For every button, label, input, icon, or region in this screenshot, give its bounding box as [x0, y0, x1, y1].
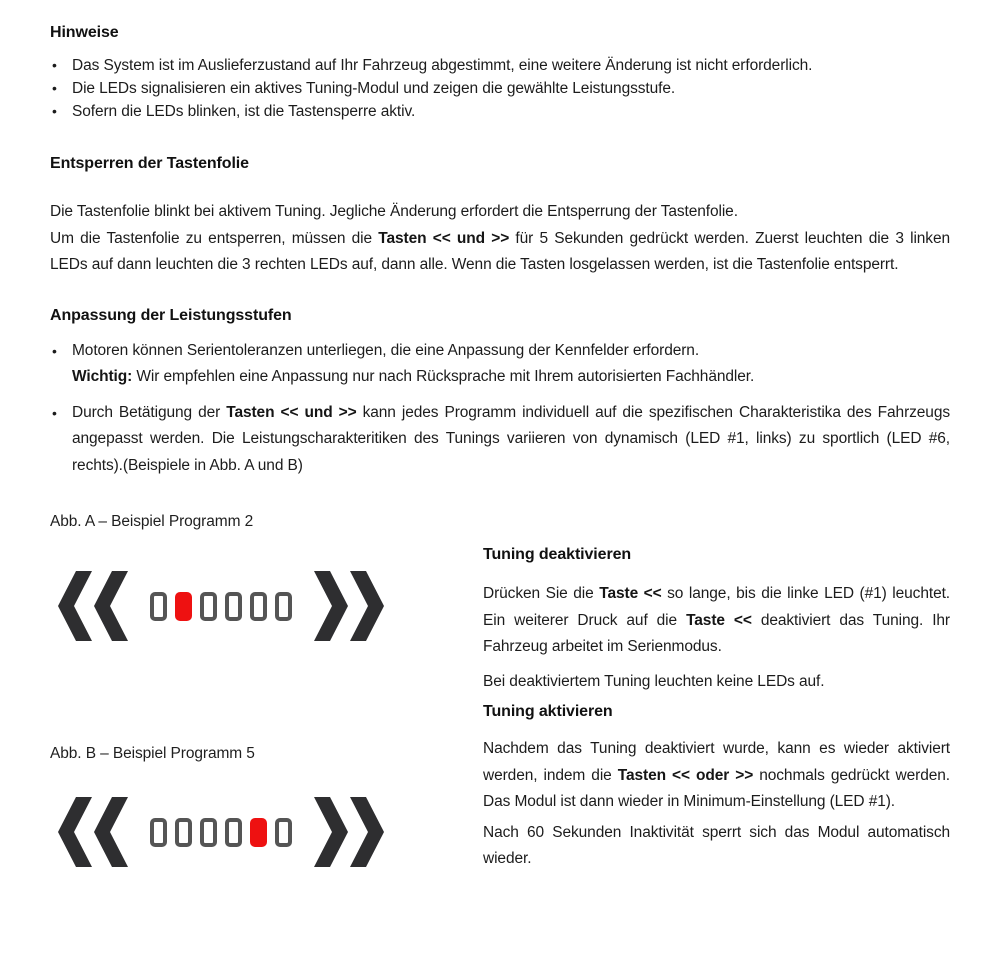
keys-bold-run: Taste <<	[686, 611, 752, 629]
figure-a-caption: Abb. A – Beispiel Programm 2	[50, 513, 254, 530]
tuning-aktivieren-paragraph-2: Nach 60 Sekunden Inaktivität sperrt sich das Modul automatisch wieder.	[483, 823, 950, 867]
tuning-aktivieren-paragraph-1	[483, 736, 950, 816]
led-on	[175, 592, 192, 621]
text-run: nochmals gedrückt werden. Das Modul ist dann wieder in Minimum-Einstellung (LED #1).	[483, 766, 951, 810]
text-run: für 5 Sekunden gedrückt werden. Zuerst leuchten die 3 linken LEDs auf dann leuchten die 3 rechten LEDs auf, dann alle. Wenn die Tasten losgelassen werden, ist die Tastenfolie entsperrt.	[50, 229, 950, 273]
led-display-figure-b	[58, 796, 384, 868]
led-display-figure-a	[58, 570, 384, 642]
entsperren-paragraph-2	[50, 226, 950, 279]
anpassung-bullet-2	[50, 400, 950, 480]
hinweise-bullet-1: • Das System ist im Auslieferzustand auf Ihr Fahrzeug abgestimmt, eine weitere Änderung ist nicht erforderlich.	[50, 54, 950, 77]
section-anpassung	[50, 307, 950, 480]
led-off	[225, 592, 242, 621]
text-run: deaktiviert das Tuning. Ihr Fahrzeug arbeitet im Serienmodus.	[483, 611, 950, 655]
tuning-text-column	[483, 546, 950, 873]
anpassung-bullet-1	[50, 338, 950, 391]
tuning-deaktivieren-title: Tuning deaktivieren	[483, 546, 632, 563]
tuning-deaktivieren-paragraph-1	[483, 581, 950, 661]
hinweise-bullet-2: • Die LEDs signalisieren ein aktives Tuning-Modul und zeigen die gewählte Leistungsstufe.	[50, 77, 950, 100]
anpassung-bullet-1-line-1: • Motoren können Serientoleranzen unterliegen, die eine Anpassung der Kennfelder erfordern.	[72, 341, 700, 359]
text-run: Um die Tastenfolie zu entsperren, müssen die	[50, 229, 379, 247]
entsperren-title: Entsperren der Tastenfolie	[50, 155, 249, 172]
text-run: kann jedes Programm individuell auf die spezifischen Charakteristika des Fahrzeugs angepasst werden. Die Leistungscharakteritiken des Tunings variieren von dynamisch (LED #1, links) zu sportlich (LED #6, rechts).(Beispiele in Abb. A und B)	[72, 403, 950, 474]
led-off	[200, 818, 217, 847]
keys-bold-run: Tasten << und >>	[378, 229, 510, 247]
figure-b-caption: Abb. B – Beispiel Programm 5	[50, 745, 255, 762]
tuning-deaktivieren-paragraph-2: Bei deaktiviertem Tuning leuchten keine LEDs auf.	[483, 672, 825, 690]
anpassung-bullet-1-line-2	[72, 364, 950, 391]
double-chevron-left-icon	[58, 797, 128, 867]
text-run: Drücken Sie die	[483, 585, 600, 602]
hinweise-title: Hinweise	[50, 24, 119, 41]
text-run: Durch Betätigung der	[72, 403, 227, 421]
text-run: Wir empfehlen eine Anpassung nur nach Rücksprache mit Ihrem autorisierten Fachhändler.	[132, 368, 755, 385]
wichtig-bold-run: Wichtig:	[72, 368, 133, 385]
led-strip-a	[150, 592, 292, 621]
keys-bold-run: Tasten << und >>	[226, 403, 357, 421]
led-off	[275, 818, 292, 847]
keys-bold-run: Tasten << oder >>	[617, 766, 754, 784]
led-off	[200, 592, 217, 621]
led-off	[175, 818, 192, 847]
anpassung-title: Anpassung der Leistungsstufen	[50, 306, 292, 324]
double-chevron-left-icon	[58, 571, 128, 641]
led-off	[150, 592, 167, 621]
hinweise-bullet-3: • Sofern die LEDs blinken, ist die Tastensperre aktiv.	[50, 100, 950, 123]
led-off	[275, 592, 292, 621]
led-strip-b	[150, 818, 292, 847]
led-on	[250, 818, 267, 847]
two-column-area	[50, 500, 950, 873]
hinweise-bullet-list	[50, 54, 950, 123]
led-off	[150, 818, 167, 847]
double-chevron-right-icon	[314, 797, 384, 867]
tuning-aktivieren-title: Tuning aktivieren	[483, 703, 613, 720]
led-off	[225, 818, 242, 847]
led-off	[250, 592, 267, 621]
section-entsperren	[50, 155, 950, 279]
double-chevron-right-icon	[314, 571, 384, 641]
entsperren-paragraph-1: Die Tastenfolie blinkt bei aktivem Tuning. Jegliche Änderung erfordert die Entsperrung der Tastenfolie.	[50, 203, 738, 220]
keys-bold-run: Taste <<	[599, 585, 662, 602]
section-hinweise	[50, 24, 950, 123]
figures-column	[50, 500, 483, 873]
text-run: Nachdem das Tuning deaktiviert wurde, kann es wieder aktiviert werden, indem die	[483, 740, 950, 784]
text-run: so lange, bis die linke LED (#1) leuchtet. Ein weiterer Druck auf die	[483, 585, 950, 629]
anpassung-bullet-list	[50, 338, 950, 480]
